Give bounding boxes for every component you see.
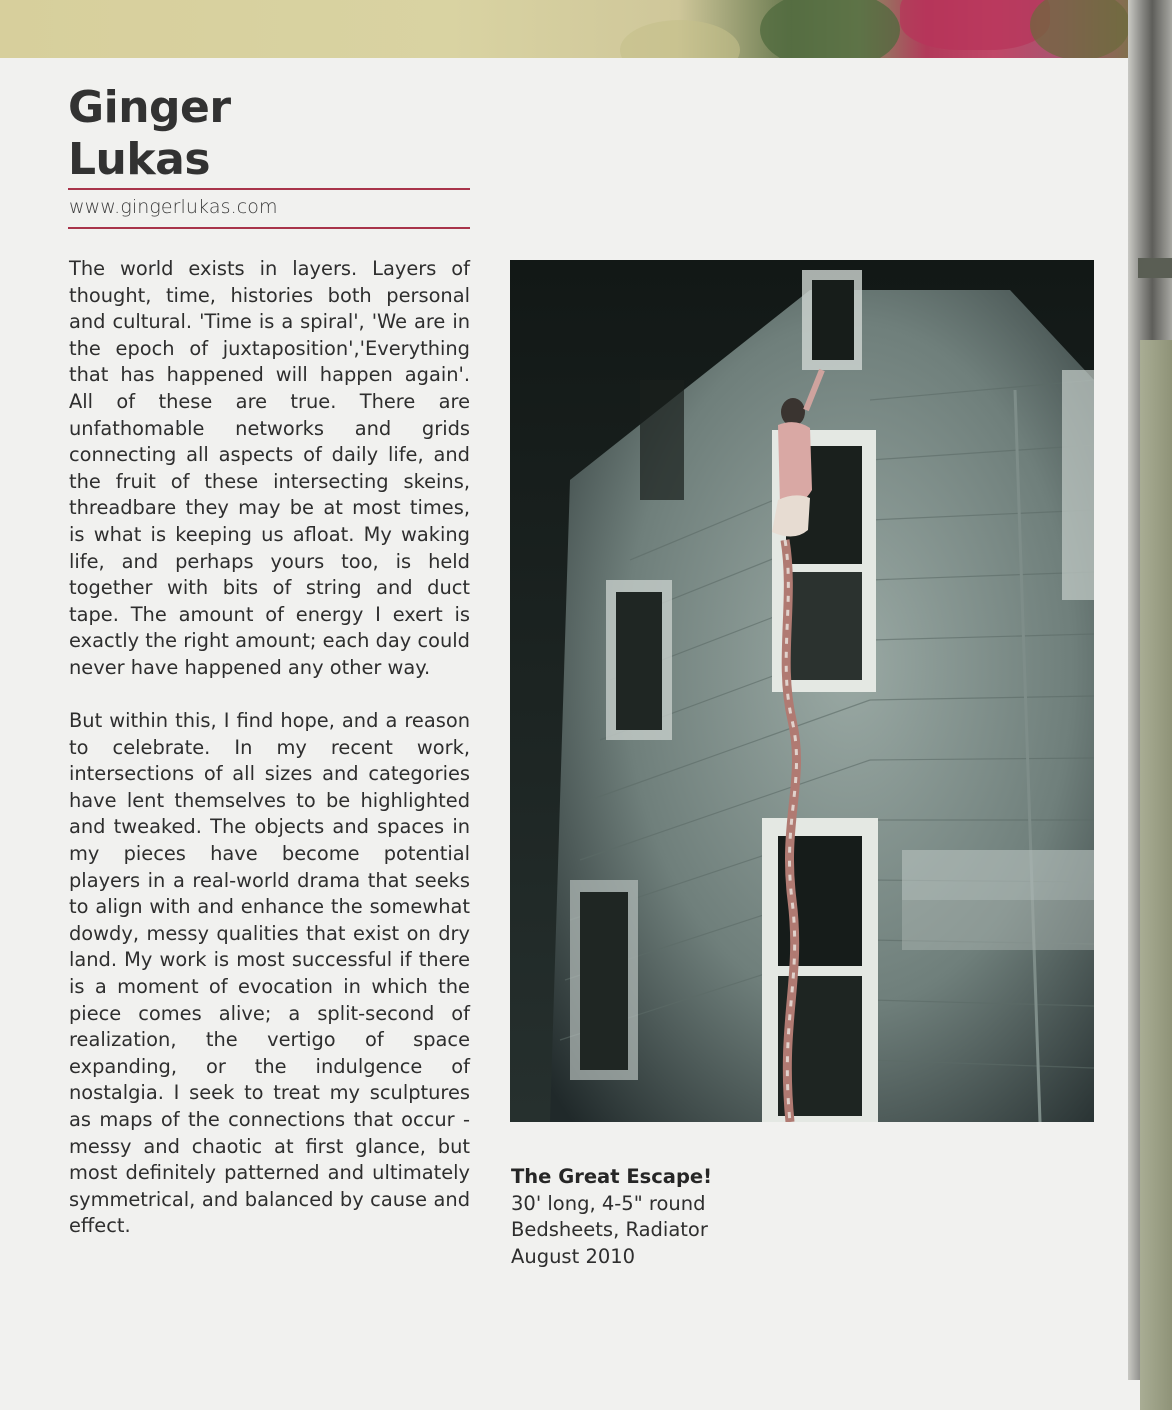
decorative-top-band: [0, 0, 1130, 58]
artwork-dimensions: 30' long, 4-5" round: [511, 1191, 706, 1215]
divider-bottom: [68, 227, 470, 229]
page-spine: [1128, 0, 1172, 1380]
statement-paragraph-2: But within this, I find hope, and a reason to celebrate. In my recent work, intersections of all sizes and categories have lent themselves to be highlighted and tweaked. The objects and spaces in my pieces have become potential players in a real-world drama that seeks to align with and enhance the somewhat dowdy, messy qualities that exist on dry land. My work is most successful if there is a moment of evocation in which the piece comes alive; a split-second of realization, the vertigo of space expanding, or the indulgence of nostalgia. I seek to treat my sculptures as maps of the connections that occur - messy and chaotic at first glance, but most definitely patterned and ultimately symmetrical, and balanced by cause and effect.: [69, 709, 470, 1238]
artwork-photo: [510, 260, 1094, 1122]
artist-website-link[interactable]: www.gingerlukas.com: [69, 196, 278, 218]
artist-statement: [69, 256, 470, 1240]
divider-top: [68, 188, 470, 190]
statement-paragraph-1: The world exists in layers. Layers of thought, time, histories both personal and cultural. 'Time is a spiral', 'We are in the epoch of juxtaposition','Everything that has happened will happen again'. All of these are true. There are unfathomable networks and grids connecting all aspects of daily life, and the fruit of these intersecting skeins, threadbare they may be at most times, is what is keeping us afloat. My waking life, and perhaps yours too, is held together with bits of string and duct tape. The amount of energy I exert is exactly the right amount; each day could never have happened any other way.: [69, 257, 470, 679]
artwork-caption: [511, 1164, 712, 1270]
artwork-date: August 2010: [511, 1244, 636, 1268]
artist-last-name: Lukas: [68, 134, 211, 185]
artwork-materials: Bedsheets, Radiator: [511, 1218, 708, 1241]
artist-first-name: Ginger: [68, 82, 231, 133]
artwork-title: The Great Escape!: [511, 1165, 713, 1188]
artist-name: [68, 82, 231, 186]
